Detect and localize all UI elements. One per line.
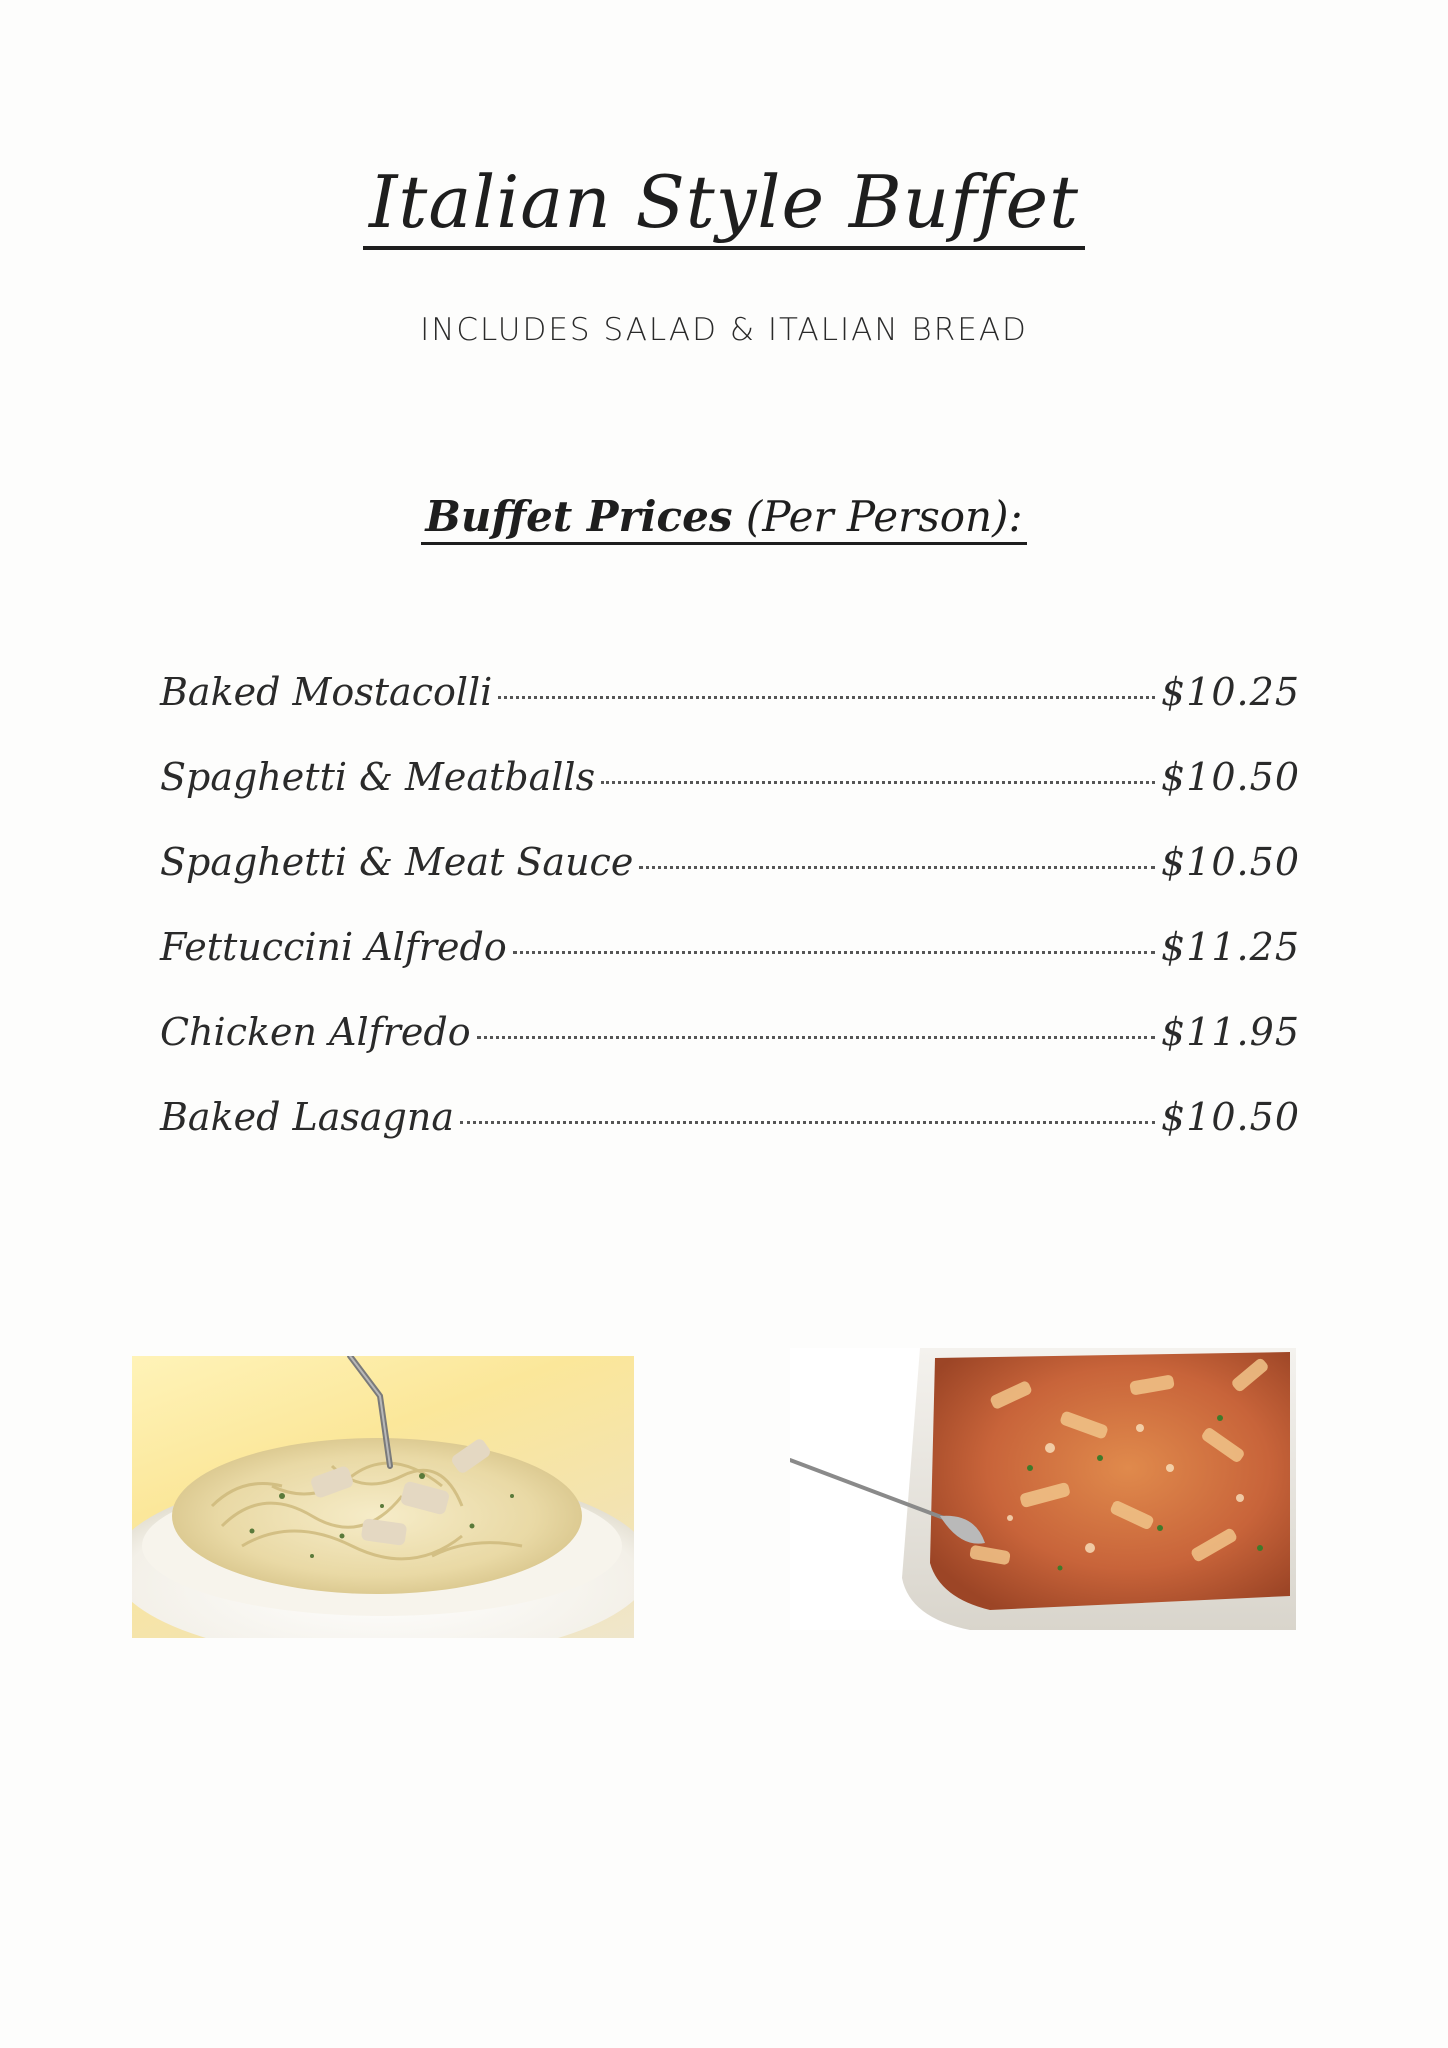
prices-heading-main: Buffet Prices: [425, 492, 733, 541]
menu-item-name: Spaghetti & Meatballs: [160, 755, 596, 799]
menu-item-price: $10.50: [1161, 755, 1300, 799]
dot-leader: [498, 696, 1155, 699]
baked-pasta-photo: [790, 1348, 1296, 1630]
menu-item-price: $11.95: [1161, 1010, 1300, 1054]
prices-heading: [0, 492, 1448, 541]
menu-item-name: Chicken Alfredo: [160, 1010, 471, 1054]
dot-leader: [639, 866, 1155, 869]
page-title: [0, 160, 1448, 244]
fettuccine-illustration: [132, 1356, 634, 1638]
page-subtitle: INCLUDES SALAD & ITALIAN BREAD: [420, 312, 1028, 348]
prices-heading-underline: [421, 492, 1026, 545]
baked-pasta-illustration: [790, 1348, 1296, 1630]
menu-item: [160, 840, 1300, 925]
page-title-text: Italian Style Buffet: [363, 160, 1085, 250]
menu-item-price: $10.25: [1161, 670, 1300, 714]
menu-item: [160, 1095, 1300, 1180]
prices-heading-note: (Per Person):: [745, 492, 1023, 541]
fettuccine-photo: [132, 1356, 634, 1638]
menu-item: [160, 755, 1300, 840]
dot-leader: [601, 781, 1155, 784]
menu-item-price: $10.50: [1161, 840, 1300, 884]
menu-item-price: $11.25: [1161, 925, 1300, 969]
menu-item-name: Baked Mostacolli: [160, 670, 493, 714]
dot-leader: [477, 1036, 1155, 1039]
menu-item: [160, 925, 1300, 1010]
dot-leader: [460, 1121, 1155, 1124]
menu-list: [160, 670, 1300, 1180]
menu-item: [160, 670, 1300, 755]
menu-item-name: Fettuccini Alfredo: [160, 925, 507, 969]
dot-leader: [513, 951, 1155, 954]
menu-item: [160, 1010, 1300, 1095]
menu-item-name: Spaghetti & Meat Sauce: [160, 840, 634, 884]
menu-item-name: Baked Lasagna: [160, 1095, 454, 1139]
menu-item-price: $10.50: [1161, 1095, 1300, 1139]
